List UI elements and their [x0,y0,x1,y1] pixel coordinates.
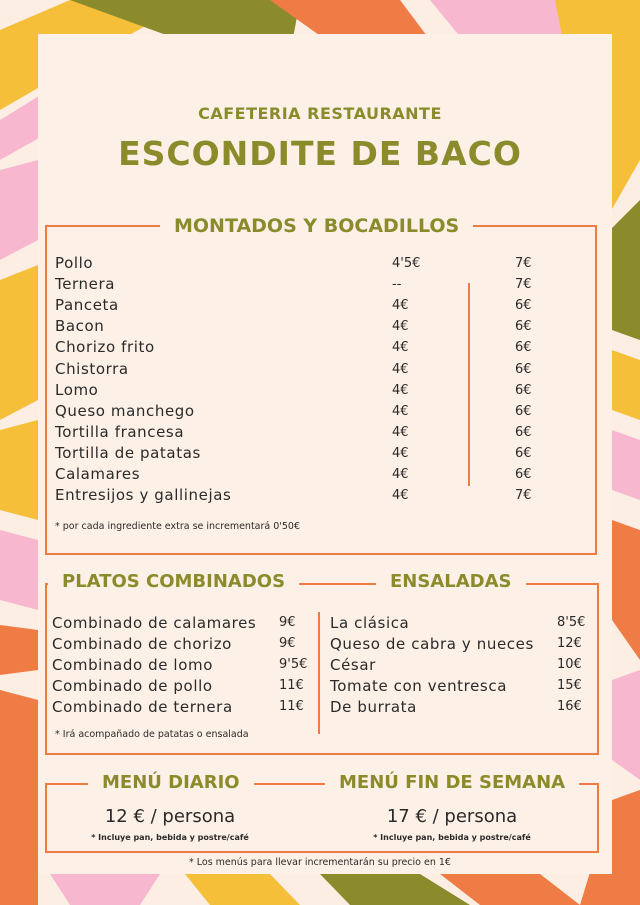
menu-diario-note: * Incluye pan, bebida y postre/café [91,833,249,842]
restaurant-subtitle: CAFETERIA RESTAURANTE [198,104,442,123]
montados-item-name: Calamares [55,465,141,483]
montados-item-price-large: 6€ [515,340,532,356]
montados-item-name: Tortilla francesa [55,422,185,441]
combinados-note: * Irá acompañado de patatas o ensalada [55,729,249,740]
montados-item-name: Pollo [55,254,94,272]
montados-item-price-small: 4€ [392,340,409,356]
combinado-item-price: 9€ [279,636,296,651]
montados-item-name: Panceta [55,296,119,315]
montados-item-price-small: -- [392,277,402,293]
montados-item-price-large: 7€ [515,256,532,271]
menu-fin-semana-title: MENÚ FIN DE SEMANA [325,772,579,793]
footer-note: * Los menús para llevar incrementarán su precio en 1€ [189,857,451,868]
montados-item-name: Queso manchego [55,401,195,420]
ensalada-item-name: Queso de cabra y nueces [330,635,534,653]
combinado-item-name: Combinado de pollo [52,677,213,695]
montados-item-name: Chorizo frito [55,338,155,357]
menu-diario-title: MENÚ DIARIO [88,772,254,793]
montados-item-price-small: 4€ [392,319,409,335]
combinado-item-name: Combinado de lomo [52,656,213,674]
montados-item-price-small: 4€ [392,488,409,504]
montados-item-price-large: 6€ [515,319,532,335]
montados-item-name: Chistorra [55,359,129,378]
montados-item-price-large: 6€ [515,445,532,461]
montados-item-price-small: 4€ [392,424,409,440]
montados-item-price-small: 4€ [392,382,409,398]
combinados-divider [318,612,320,734]
montados-item-price-small: 4€ [392,467,409,482]
ensalada-item-price: 12€ [557,636,582,651]
montados-note: * por cada ingrediente extra se incrementará 0'50€ [55,521,301,532]
montados-item-price-large: 6€ [515,298,532,314]
ensalada-item-name: La clásica [330,614,410,632]
menu-diario-price: 12 € / persona [104,806,236,827]
montados-item-name: Bacon [55,317,105,336]
montados-price-divider [468,283,470,486]
ensalada-item-name: Tomate con ventresca [330,677,507,695]
combinado-item-name: Combinado de chorizo [52,635,232,653]
restaurant-title: ESCONDITE DE BACO [118,134,522,173]
montados-item-price-small: 4'5€ [392,256,421,271]
montados-title: MONTADOS Y BOCADILLOS [160,215,473,237]
montados-item-price-large: 6€ [515,424,532,440]
montados-item-price-large: 6€ [515,403,532,419]
combinado-item-price: 11€ [279,678,304,693]
montados-item-name: Ternera [55,275,116,294]
montados-item-price-large: 6€ [515,467,532,482]
montados-item-name: Entresijos y gallinejas [55,486,232,505]
combinado-item-price: 9€ [279,615,296,630]
montados-item-price-large: 7€ [515,488,532,504]
montados-item-price-large: 7€ [515,277,532,293]
ensaladas-title: ENSALADAS [376,571,526,592]
montados-item-price-large: 6€ [515,361,532,377]
ensalada-item-name: De burrata [330,698,417,716]
combinado-item-price: 11€ [279,699,304,714]
combinado-item-name: Combinado de calamares [52,614,257,632]
ensalada-item-price: 8'5€ [557,615,586,630]
montados-item-price-small: 4€ [392,445,409,461]
menu-fin-semana-note: * Incluye pan, bebida y postre/café [373,833,531,842]
montados-item-name: Lomo [55,380,99,399]
combinado-item-price: 9'5€ [279,657,308,672]
ensalada-item-price: 10€ [557,657,582,672]
montados-item-price-large: 6€ [515,382,532,398]
montados-item-name: Tortilla de patatas [55,443,201,462]
ensalada-item-price: 15€ [557,678,582,693]
combinados-title: PLATOS COMBINADOS [48,571,299,592]
ensalada-item-price: 16€ [557,699,582,714]
montados-item-price-small: 4€ [392,403,409,419]
menu-fin-semana-price: 17 € / persona [386,806,518,827]
montados-item-price-small: 4€ [392,361,409,377]
ensalada-item-name: César [330,656,376,674]
montados-item-price-small: 4€ [392,298,409,314]
combinado-item-name: Combinado de ternera [52,698,233,716]
